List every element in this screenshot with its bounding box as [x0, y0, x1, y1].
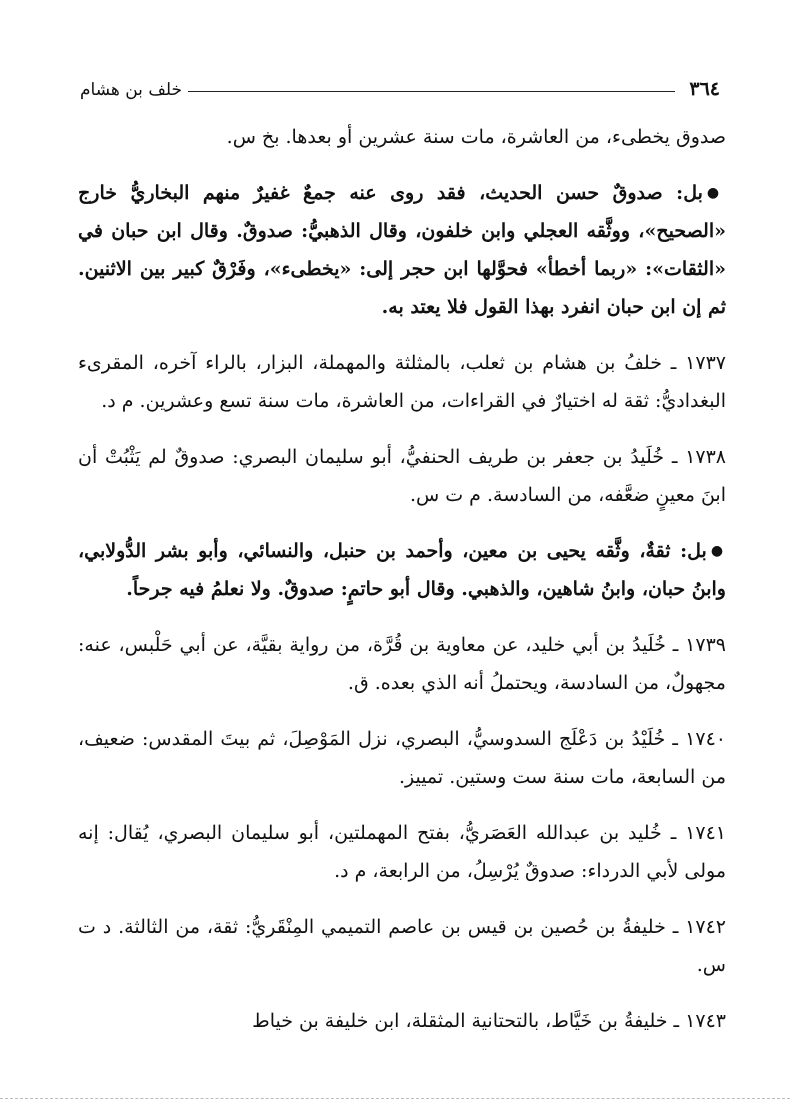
entry-1738 [78, 438, 726, 514]
header-rule [188, 91, 675, 92]
bullet-dot-icon: ● [706, 185, 726, 201]
entry-1743 [78, 1002, 726, 1040]
entry-text: ١٧٤١ ـ خُليد بن عبدالله العَصَريُّ، بفتح المهملتين، أبو سليمان البصري، يُقال: إنه مولى لأبي الدرداء: صدوقٌ يُرْسِلُ، من الرابعة، م د. [78, 822, 726, 882]
entry-text: ١٧٤٢ ـ خليفةُ بن حُصين بن قيس بن عاصم التميمي المِنْقَريُّ: ثقة، من الثالثة. د ت س. [78, 916, 726, 976]
page-number: ٣٦٤ [689, 78, 720, 100]
paragraph-text: بل: ثقةٌ، وثَّقه يحيى بن معين، وأحمد بن حنبل، والنسائي، وأبو بشر الدُّولابي، وابنُ حبان، وابنُ شاهين، والذهبي. وقال أبو حاتمٍ: صدوقٌ. ولا نعلمُ فيه جرحاً. [78, 540, 726, 600]
entry-text: ١٧٣٨ ـ خُلَيدُ بن جعفر بن طريف الحنفيُّ، أبو سليمان البصري: صدوقٌ لم يَثْبُتْ أن ابنَ معينٍ ضعَّفه، من السادسة. م ت س. [78, 446, 726, 506]
entry-1742 [78, 908, 726, 984]
commentary-paragraph [78, 174, 726, 326]
entry-1740 [78, 720, 726, 796]
page-header [80, 70, 720, 100]
entry-text: ١٧٤٣ ـ خليفةُ بن خَيَّاط، بالتحتانية المثقلة، ابن خليفة بن خياط [252, 1010, 726, 1032]
paragraph-text: بل: صدوقٌ حسن الحديث، فقد روى عنه جمعٌ غفيرٌ منهم البخاريُّ خارج «الصحيح»، ووثَّقه العجلي وابن خلفون، وقال الذهبيُّ: صدوقٌ. وقال ابن حبان في «الثقات»: «ربما أخطأ» فحوَّلها ابن حجر إلى: «يخطىء»، وفَرْقٌ كبير بين الاثنين. ثم إن ابن حبان انفرد بهذا القول فلا يعتد به. [78, 182, 726, 318]
entry-1737 [78, 344, 726, 420]
page-body [78, 118, 727, 1032]
commentary-paragraph [78, 532, 726, 608]
entry-text: ١٧٣٩ ـ خُلَيدُ بن أبي خليد، عن معاوية بن قُرَّة، من رواية بقيَّة، عن أبي حَلْبس، عنه: مجهولٌ، من السادسة، ويحتملُ أنه الذي بعده. ق. [78, 634, 726, 694]
bullet-dot-icon: ● [710, 543, 727, 559]
entry-1739 [78, 626, 726, 702]
running-title: خلف بن هشام [80, 80, 183, 100]
paragraph [78, 118, 726, 156]
paragraph-text: صدوق يخطىء، من العاشرة، مات سنة عشرين أو بعدها. بخ س. [226, 126, 726, 148]
entry-text: ١٧٤٠ ـ خُلَيْدُ بن دَعْلَج السدوسيُّ، البصري، نزل المَوْصِلَ، ثم بيتَ المقدس: ضعيف، من السابعة، مات سنة ست وستين. تمييز. [78, 728, 726, 788]
entry-1741 [78, 814, 726, 890]
entry-text: ١٧٣٧ ـ خلفُ بن هشام بن ثعلب، بالمثلثة والمهملة، البزار، بالراء آخره، المقرىء البغداديُّ: ثقة له اختيارٌ في القراءات، من العاشرة، مات سنة تسع وعشرين. م د. [78, 352, 726, 412]
page-bottom-edge [0, 1098, 790, 1099]
